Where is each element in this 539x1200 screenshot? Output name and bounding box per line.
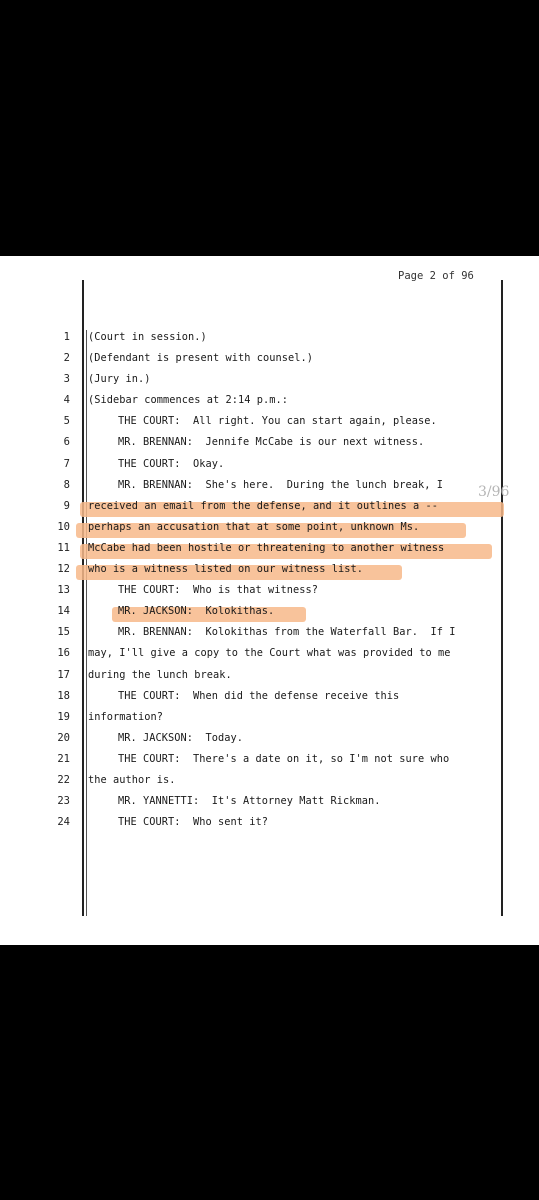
line-text: (Court in session.) — [88, 331, 207, 343]
line-text: McCabe had been hostile or threatening to another witness — [88, 541, 445, 554]
transcript-line — [0, 688, 539, 709]
transcript-line — [0, 751, 539, 772]
line-number: 16 — [57, 647, 70, 660]
line-number: 20 — [57, 731, 70, 744]
transcript-line — [0, 772, 539, 793]
line-text: MR. JACKSON: Kolokithas. — [118, 605, 275, 618]
line-number: 12 — [57, 563, 70, 576]
transcript-line — [0, 582, 539, 603]
line-text: perhaps an accusation that at some point, unknown Ms. — [88, 520, 420, 533]
transcript-line — [0, 329, 539, 350]
line-text: THE COURT: Okay. — [118, 457, 225, 470]
transcript-body — [0, 329, 539, 835]
line-text: THE COURT: All right. You can start again, please. — [118, 415, 437, 428]
transcript-line — [0, 793, 539, 814]
line-number: 17 — [57, 668, 70, 681]
line-text: (Jury in.) — [88, 373, 151, 386]
line-number: 6 — [63, 436, 70, 449]
transcript-line — [0, 730, 539, 751]
line-text: MR. BRENNAN: Kolokithas from the Waterfall Bar. If I — [118, 626, 456, 639]
page-indicator: 3/96 — [478, 484, 510, 500]
line-number: 11 — [57, 541, 70, 554]
line-number: 1 — [63, 331, 70, 343]
transcript-line — [0, 540, 539, 561]
line-number: 13 — [57, 584, 70, 597]
transcript-line — [0, 371, 539, 392]
line-text: THE COURT: Who is that witness? — [118, 584, 318, 597]
line-text: (Sidebar commences at 2:14 p.m.: — [88, 394, 288, 407]
line-text: MR. BRENNAN: She's here. During the lunch break, I — [118, 478, 443, 491]
line-text: MR. YANNETTI: It's Attorney Matt Rickman. — [118, 795, 381, 808]
line-text: MR. BRENNAN: Jennife McCabe is our next witness. — [118, 436, 425, 449]
line-text: the author is. — [88, 773, 176, 786]
page-number: Page 2 of 96 — [398, 270, 474, 282]
line-number: 24 — [57, 816, 70, 829]
line-text: information? — [88, 710, 163, 723]
line-number: 22 — [57, 773, 70, 786]
line-text: (Defendant is present with counsel.) — [88, 352, 313, 365]
line-number: 10 — [57, 520, 70, 533]
transcript-line — [0, 413, 539, 434]
transcript-line — [0, 624, 539, 645]
transcript-line — [0, 498, 539, 519]
line-number: 14 — [57, 605, 70, 618]
line-number: 9 — [63, 499, 70, 512]
line-text: THE COURT: Who sent it? — [118, 816, 268, 829]
transcript-line — [0, 709, 539, 730]
line-number: 3 — [63, 373, 70, 386]
line-text: during the lunch break. — [88, 668, 232, 681]
transcript-line — [0, 477, 539, 498]
line-number: 19 — [57, 710, 70, 723]
line-text: who is a witness listed on our witness list. — [88, 563, 363, 576]
line-number: 21 — [57, 752, 70, 765]
transcript-line — [0, 603, 539, 624]
line-number: 15 — [57, 626, 70, 639]
transcript-line — [0, 456, 539, 477]
line-number: 4 — [63, 394, 70, 407]
line-text: received an email from the defense, and it outlines a -- — [88, 499, 438, 512]
line-number: 8 — [63, 478, 70, 491]
line-text: MR. JACKSON: Today. — [118, 731, 243, 744]
transcript-line — [0, 392, 539, 413]
line-number: 7 — [63, 457, 70, 470]
line-text: THE COURT: There's a date on it, so I'm not sure who — [118, 752, 450, 765]
line-number: 23 — [57, 795, 70, 808]
line-number: 5 — [63, 415, 70, 428]
transcript-line — [0, 667, 539, 688]
transcript-line — [0, 561, 539, 582]
transcript-line — [0, 645, 539, 666]
line-number: 18 — [57, 689, 70, 702]
line-text: THE COURT: When did the defense receive this — [118, 689, 400, 702]
line-number: 2 — [63, 352, 70, 365]
transcript-page — [0, 256, 539, 945]
line-text: may, I'll give a copy to the Court what was provided to me — [88, 647, 451, 660]
transcript-line — [0, 350, 539, 371]
transcript-line — [0, 434, 539, 455]
transcript-line — [0, 519, 539, 540]
transcript-line — [0, 814, 539, 835]
